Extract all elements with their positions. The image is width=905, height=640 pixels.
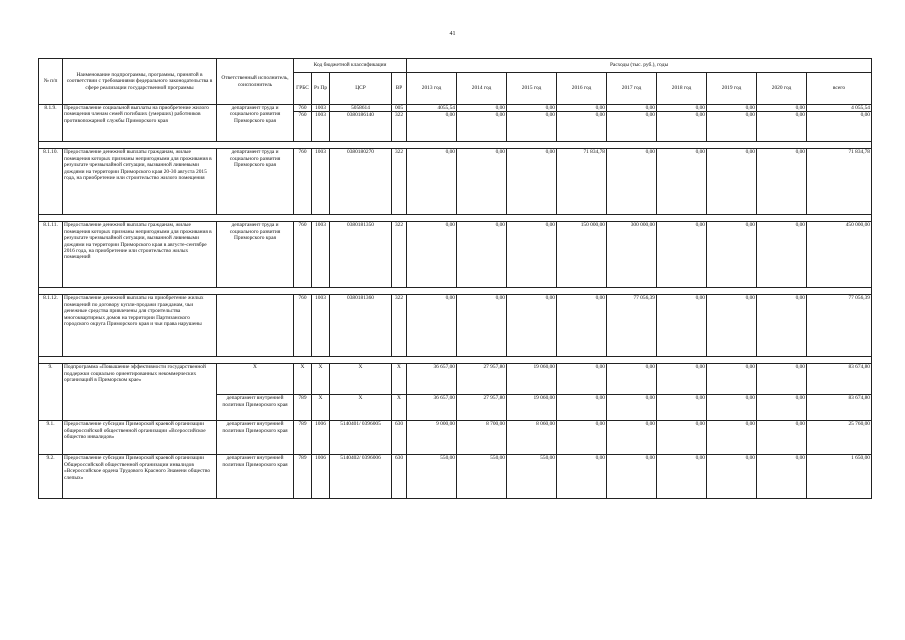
cell-rzpr: 1003 bbox=[312, 149, 330, 215]
cell-value: 0,00 bbox=[407, 149, 457, 215]
table-row bbox=[39, 105, 872, 112]
cell-value: 0,00 bbox=[757, 112, 807, 142]
cell-vr: X bbox=[392, 364, 407, 395]
row-num: 8.1.12. bbox=[39, 295, 63, 357]
cell-vr: 322 bbox=[392, 149, 407, 215]
cell-value: 27 957,80 bbox=[457, 364, 507, 395]
col-grbs-header: ГРБС bbox=[294, 73, 312, 105]
table-row bbox=[39, 421, 872, 455]
cell-value: 0,00 bbox=[457, 222, 507, 288]
cell-value: 300 000,00 bbox=[607, 222, 657, 288]
bcc-group-header: Код бюджетной классификации bbox=[294, 59, 407, 73]
col-year-header: 2020 год bbox=[757, 73, 807, 105]
row-responsible bbox=[217, 295, 294, 357]
cell-value: 0,00 bbox=[757, 364, 807, 395]
cell-rzpr: 1003 bbox=[312, 295, 330, 357]
cell-value: 0,00 bbox=[557, 364, 607, 395]
row-responsible: департамент труда и социального развития Приморского края bbox=[217, 105, 294, 142]
cell-rzpr: 1006 bbox=[312, 455, 330, 499]
row-name: Предоставление социальной выплаты на приобретение жилого помещения членам семей погибших (умерших) работников противопожарной службы Приморского края bbox=[63, 105, 217, 142]
row-responsible: департамент внутренней политики Приморского края bbox=[217, 395, 294, 421]
col-year-header: 2018 год bbox=[657, 73, 707, 105]
cell-total: 0,00 bbox=[807, 112, 872, 142]
cell-value: 0,00 bbox=[557, 421, 607, 455]
cell-total: 77 056,39 bbox=[807, 295, 872, 357]
col-name-header: Наименование подпрограммы, программы, принятой в соответствии с требованиями федерального законодательства в сфере реализации государственной программы bbox=[63, 59, 217, 105]
cell-value: 19 060,00 bbox=[507, 395, 557, 421]
col-year-header: 2013 год bbox=[407, 73, 457, 105]
cell-grbs: X bbox=[294, 364, 312, 395]
col-year-header: 2016 год bbox=[557, 73, 607, 105]
cell-value: 0,00 bbox=[757, 105, 807, 112]
cell-vr: X bbox=[392, 395, 407, 421]
col-total-header: всего bbox=[807, 73, 872, 105]
cell-value: 0,00 bbox=[557, 395, 607, 421]
row-name: Предоставление денежной выплаты гражданам, жилые помещения которых признаны непригодными для проживания в результате чрезвычайной ситуации, вызванной ливневыми дождями на территории Приморского края в августе-сентябре 2016 года, на приобретение или строительство жилых помещений bbox=[63, 222, 217, 288]
cell-rzpr: 1006 bbox=[312, 421, 330, 455]
cell-vr: 005 bbox=[392, 105, 407, 112]
cell-grbs: 760 bbox=[294, 105, 312, 112]
cell-value: 0,00 bbox=[557, 112, 607, 142]
cell-value: 71 834,78 bbox=[557, 149, 607, 215]
col-csr-header: ЦСР bbox=[330, 73, 392, 105]
cell-grbs: 760 bbox=[294, 112, 312, 142]
cell-value: 0,00 bbox=[757, 421, 807, 455]
row-responsible: X bbox=[217, 364, 294, 395]
cell-csr: 5140402/ 0396006 bbox=[330, 455, 392, 499]
cell-value: 0,00 bbox=[407, 222, 457, 288]
row-responsible: департамент труда и социального развития Приморского края bbox=[217, 222, 294, 288]
cell-value: 0,00 bbox=[707, 105, 757, 112]
row-name: Предоставление субсидии Приморской краевой организации общероссийской общественной организации «Всероссийское общество инвалидов» bbox=[63, 421, 217, 455]
cell-value: 0,00 bbox=[707, 455, 757, 499]
cell-total: 1 650,00 bbox=[807, 455, 872, 499]
cell-value: 0,00 bbox=[757, 149, 807, 215]
cell-grbs: 760 bbox=[294, 295, 312, 357]
cell-value: 0,00 bbox=[757, 222, 807, 288]
cell-value: 0,00 bbox=[657, 105, 707, 112]
row-num: 8.1.11. bbox=[39, 222, 63, 288]
page-number: 41 bbox=[449, 31, 456, 37]
cell-grbs: 789 bbox=[294, 421, 312, 455]
row-name: Предоставление денежной выплаты гражданам, жилые помещения которых признаны непригодными для проживания в результате чрезвычайной ситуации, вызванной ливневыми дождями на территории Приморского края 20-30 августа 2015 года, на приобретение или строительство жилого помещения bbox=[63, 149, 217, 215]
cell-value: 0,00 bbox=[557, 295, 607, 357]
cell-value: 36 657,00 bbox=[407, 364, 457, 395]
col-responsible-header: Ответственный исполнитель, соисполнитель bbox=[217, 59, 294, 105]
cell-csr: X bbox=[330, 395, 392, 421]
cell-vr: 322 bbox=[392, 112, 407, 142]
cell-value: 0,00 bbox=[707, 149, 757, 215]
cell-value: 0,00 bbox=[607, 105, 657, 112]
col-year-header: 2014 год bbox=[457, 73, 507, 105]
row-num: 9. bbox=[39, 364, 63, 421]
cell-value: 4055,54 bbox=[407, 105, 457, 112]
cell-vr: 630 bbox=[392, 421, 407, 455]
table-header bbox=[39, 59, 872, 105]
cell-value: 9 000,00 bbox=[407, 421, 457, 455]
cell-rzpr: X bbox=[312, 364, 330, 395]
cell-value: 0,00 bbox=[457, 105, 507, 112]
cell-value: 0,00 bbox=[457, 149, 507, 215]
row-num: 9.1. bbox=[39, 421, 63, 455]
row-responsible: департамент внутренней политики Приморского края bbox=[217, 455, 294, 499]
cell-value: 8 060,00 bbox=[507, 421, 557, 455]
col-year-header: 2017 год bbox=[607, 73, 657, 105]
cell-value: 77 056,39 bbox=[607, 295, 657, 357]
row-name: Предоставление денежной выплаты на приобретение жилых помещений по договору купли-продажи гражданам, чьи денежные средства привлечены для строительства многоквартирных домов на территории Партизанского городского округа Приморского края и чьи права нарушены bbox=[63, 295, 217, 357]
cell-grbs: 760 bbox=[294, 222, 312, 288]
row-name: Предоставление субсидии Приморской краевой организации Общероссийской общественной организации инвалидов «Всероссийское ордена Трудового Красного Знамени общество слепых» bbox=[63, 455, 217, 499]
cell-value: 19 060,00 bbox=[507, 364, 557, 395]
cell-vr: 630 bbox=[392, 455, 407, 499]
cell-csr: 0380180270 bbox=[330, 149, 392, 215]
col-rzpr-header: Рз Пр bbox=[312, 73, 330, 105]
cell-value: 0,00 bbox=[557, 455, 607, 499]
col-year-header: 2019 год bbox=[707, 73, 757, 105]
table-row bbox=[39, 222, 872, 288]
cell-value: 0,00 bbox=[757, 395, 807, 421]
cell-value: 550,00 bbox=[507, 455, 557, 499]
cell-value: 0,00 bbox=[607, 395, 657, 421]
col-num-header: № п/п bbox=[39, 59, 63, 105]
cell-value: 0,00 bbox=[457, 112, 507, 142]
cell-value: 0,00 bbox=[507, 149, 557, 215]
cell-grbs: 789 bbox=[294, 455, 312, 499]
cell-value: 8 700,00 bbox=[457, 421, 507, 455]
cell-rzpr: 1003 bbox=[312, 112, 330, 142]
cell-value: 0,00 bbox=[707, 112, 757, 142]
cell-value: 0,00 bbox=[507, 105, 557, 112]
row-num: 8.1.10. bbox=[39, 149, 63, 215]
cell-value: 0,00 bbox=[507, 295, 557, 357]
cell-value: 0,00 bbox=[407, 295, 457, 357]
cell-value: 0,00 bbox=[707, 364, 757, 395]
cell-value: 27 957,80 bbox=[457, 395, 507, 421]
cell-value: 0,00 bbox=[707, 295, 757, 357]
row-responsible: департамент труда и социального развития Приморского края bbox=[217, 149, 294, 215]
cell-rzpr: 1003 bbox=[312, 105, 330, 112]
cell-csr: 5140401/ 0396005 bbox=[330, 421, 392, 455]
cell-value: 0,00 bbox=[757, 455, 807, 499]
cell-value: 0,00 bbox=[607, 112, 657, 142]
cell-vr: 322 bbox=[392, 295, 407, 357]
cell-total: 83 674,80 bbox=[807, 395, 872, 421]
cell-csr: 0380186140 bbox=[330, 112, 392, 142]
expenses-group-header: Расходы (тыс. руб.), годы bbox=[407, 59, 872, 73]
cell-rzpr: X bbox=[312, 395, 330, 421]
cell-total: 71 834,78 bbox=[807, 149, 872, 215]
budget-table bbox=[38, 58, 872, 499]
cell-total: 4 055,54 bbox=[807, 105, 872, 112]
cell-csr: 0380181350 bbox=[330, 222, 392, 288]
cell-value: 0,00 bbox=[657, 455, 707, 499]
cell-value: 0,00 bbox=[607, 364, 657, 395]
cell-total: 83 674,80 bbox=[807, 364, 872, 395]
row-responsible: департамент внутренней политики Приморского края bbox=[217, 421, 294, 455]
cell-value: 0,00 bbox=[707, 421, 757, 455]
cell-value: 0,00 bbox=[507, 112, 557, 142]
cell-value: 0,00 bbox=[607, 455, 657, 499]
cell-csr: 0380181360 bbox=[330, 295, 392, 357]
cell-value: 0,00 bbox=[607, 149, 657, 215]
cell-value: 0,00 bbox=[657, 421, 707, 455]
cell-value: 0,00 bbox=[557, 105, 607, 112]
table-row bbox=[39, 455, 872, 499]
cell-csr: 5058614 bbox=[330, 105, 392, 112]
cell-csr: X bbox=[330, 364, 392, 395]
cell-value: 0,00 bbox=[507, 222, 557, 288]
cell-value: 550,00 bbox=[457, 455, 507, 499]
cell-value: 0,00 bbox=[657, 112, 707, 142]
cell-grbs: 789 bbox=[294, 395, 312, 421]
row-name: Подпрограмма «Повышение эффективности государственной поддержки социально ориентированных некоммерческих организаций в Приморском крае» bbox=[63, 364, 217, 421]
cell-grbs: 760 bbox=[294, 149, 312, 215]
cell-value: 0,00 bbox=[707, 395, 757, 421]
cell-value: 550,00 bbox=[407, 455, 457, 499]
cell-vr: 322 bbox=[392, 222, 407, 288]
cell-value: 0,00 bbox=[657, 395, 707, 421]
table-row bbox=[39, 295, 872, 357]
cell-value: 36 657,00 bbox=[407, 395, 457, 421]
cell-value: 0,00 bbox=[707, 222, 757, 288]
row-num: 8.1.9. bbox=[39, 105, 63, 142]
cell-value: 0,00 bbox=[657, 222, 707, 288]
table-row bbox=[39, 149, 872, 215]
cell-total: 25 760,00 bbox=[807, 421, 872, 455]
col-vr-header: ВР bbox=[392, 73, 407, 105]
cell-rzpr: 1003 bbox=[312, 222, 330, 288]
cell-value: 0,00 bbox=[457, 295, 507, 357]
cell-value: 150 000,00 bbox=[557, 222, 607, 288]
cell-total: 450 000,00 bbox=[807, 222, 872, 288]
row-num: 9.2. bbox=[39, 455, 63, 499]
cell-value: 0,00 bbox=[657, 295, 707, 357]
cell-value: 0,00 bbox=[757, 295, 807, 357]
col-year-header: 2015 год bbox=[507, 73, 557, 105]
cell-value: 0,00 bbox=[657, 149, 707, 215]
cell-value: 0,00 bbox=[407, 112, 457, 142]
cell-value: 0,00 bbox=[657, 364, 707, 395]
table-row bbox=[39, 364, 872, 395]
cell-value: 0,00 bbox=[607, 421, 657, 455]
